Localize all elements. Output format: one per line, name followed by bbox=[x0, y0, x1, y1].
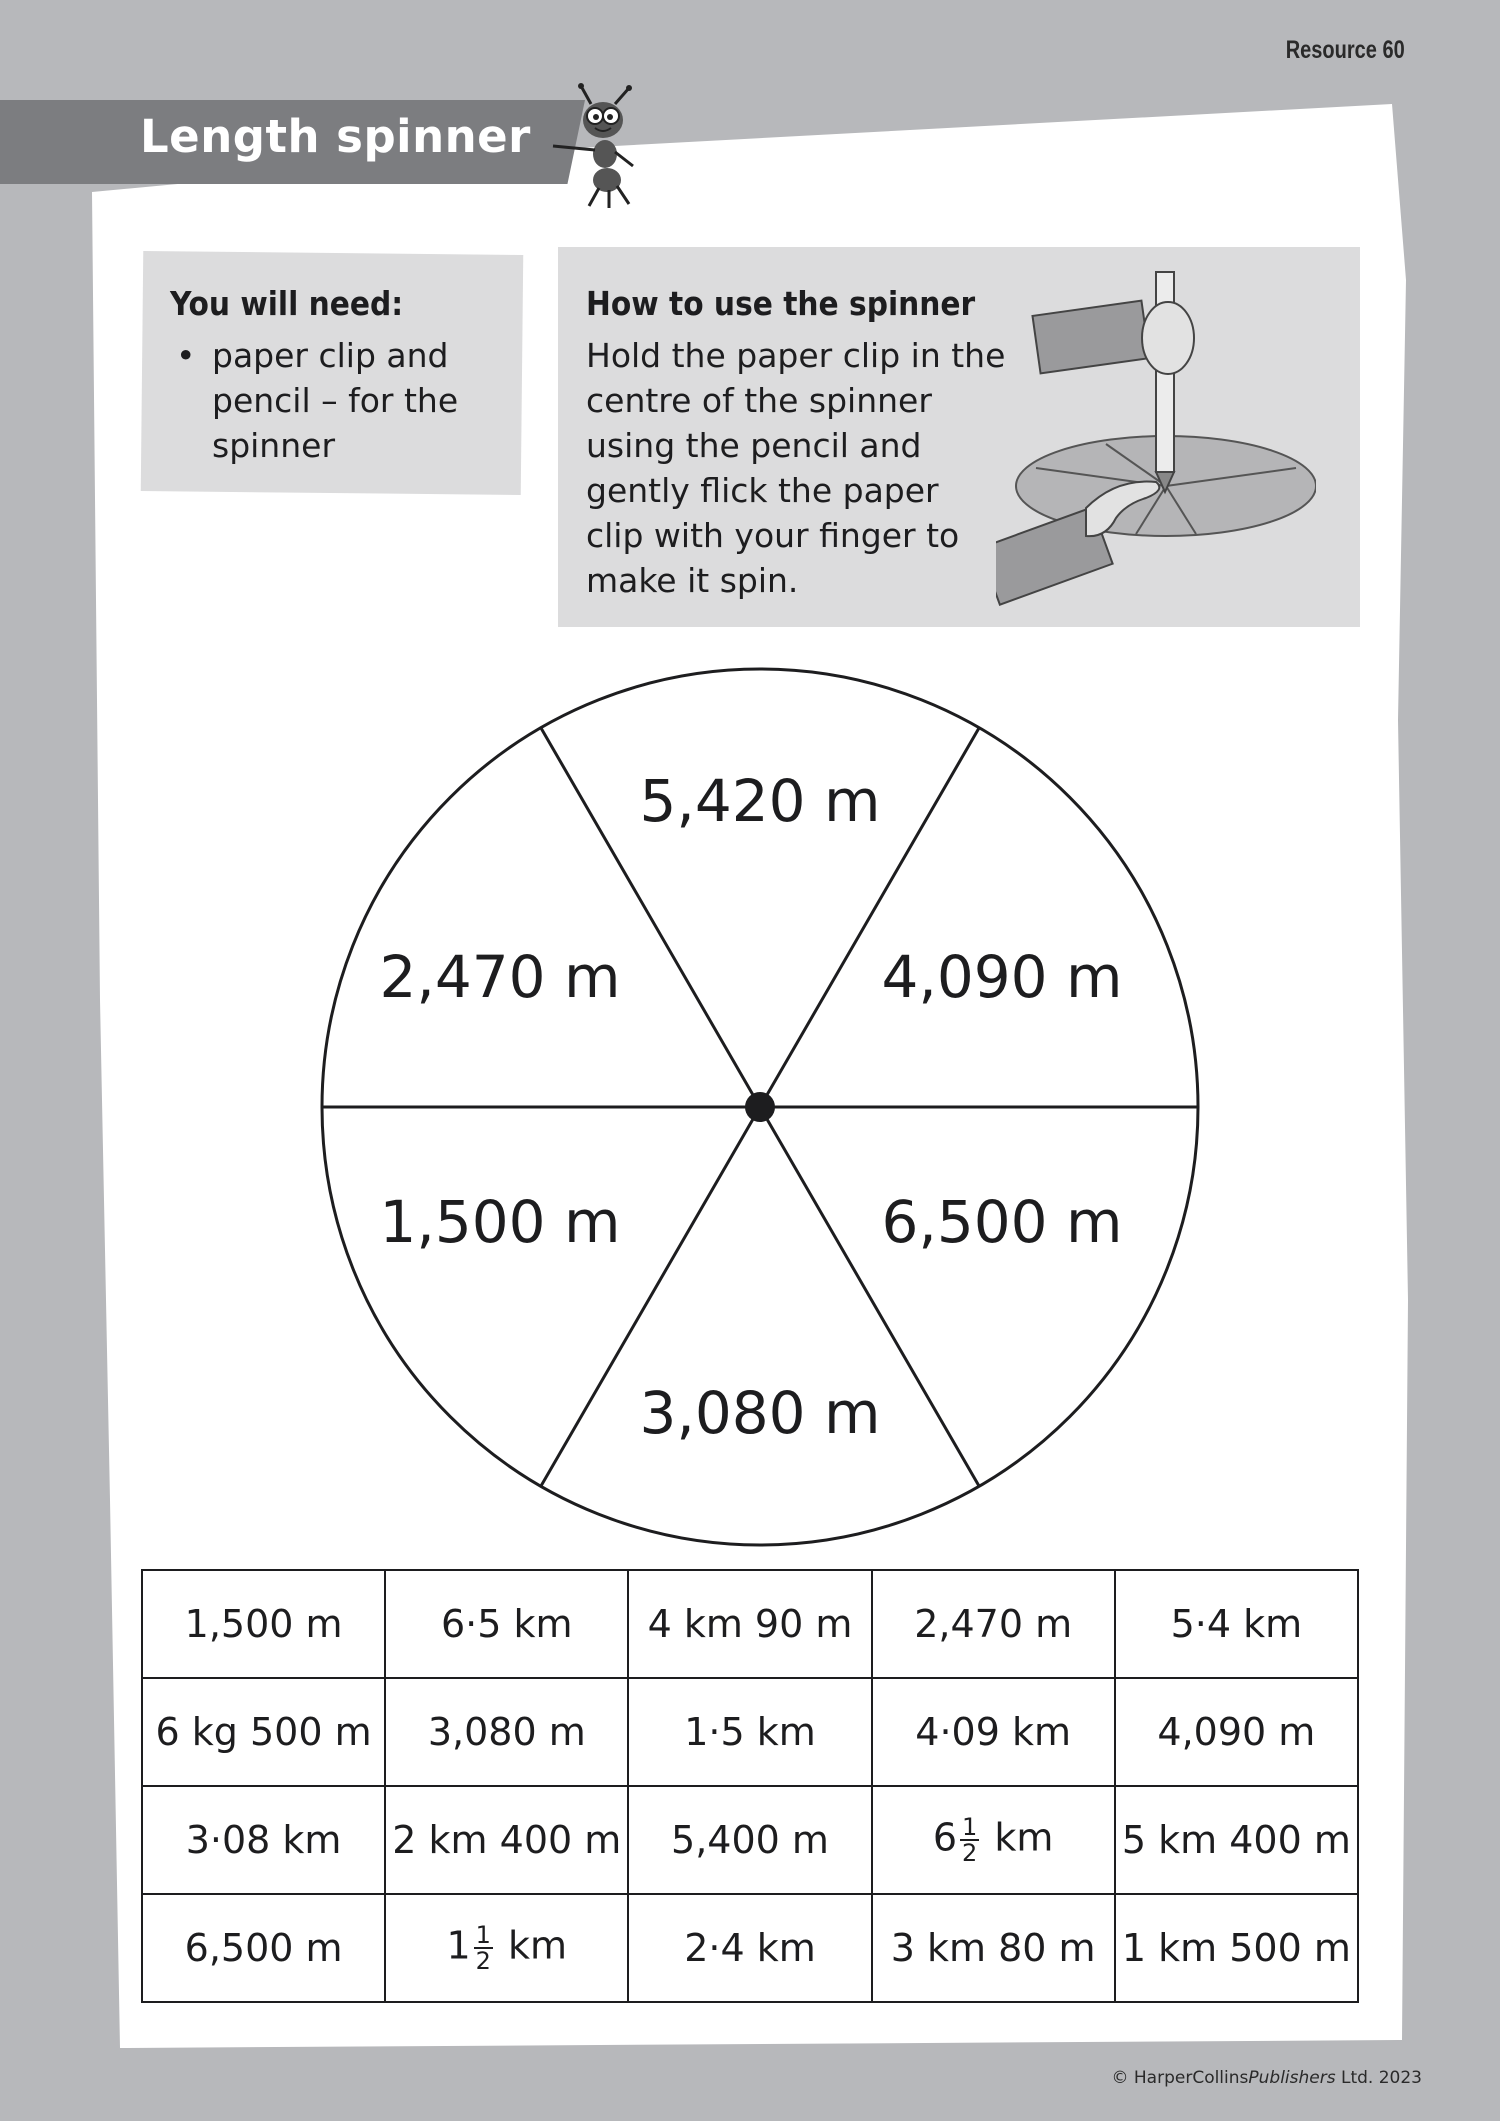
grid-cell: 6,500 m bbox=[142, 1894, 385, 2002]
you-will-need-heading: You will need: bbox=[170, 284, 404, 323]
grid-cell: 2 km 400 m bbox=[385, 1786, 628, 1894]
resource-number: Resource 60 bbox=[1286, 36, 1405, 64]
half-fraction: $\frac{1}{2}$ bbox=[962, 1813, 978, 1867]
table-row bbox=[142, 1678, 1358, 1786]
spinner-segment-label: 6,500 m bbox=[881, 1188, 1123, 1256]
grid-cell: 4 km 90 m bbox=[628, 1570, 871, 1678]
grid-cell: 4,090 m bbox=[1115, 1678, 1358, 1786]
grid-cell: 5·4 km bbox=[1115, 1570, 1358, 1678]
grid-cell: 3,080 m bbox=[385, 1678, 628, 1786]
spinner-segment-label: 2,470 m bbox=[379, 943, 621, 1011]
spinner-segment-label: 1,500 m bbox=[379, 1188, 621, 1256]
table-row bbox=[142, 1570, 1358, 1678]
page-title: Length spinner bbox=[140, 110, 531, 163]
how-to-heading: How to use the spinner bbox=[586, 284, 976, 323]
grid-cell: 1·5 km bbox=[628, 1678, 871, 1786]
copyright-notice: © HarperCollinsPublishers Ltd. 2023 bbox=[1111, 2068, 1422, 2088]
grid-cell: 2,470 m bbox=[872, 1570, 1115, 1678]
grid-cell: 5 km 400 m bbox=[1115, 1786, 1358, 1894]
you-will-need-list bbox=[170, 333, 492, 468]
grid-cell: 4·09 km bbox=[872, 1678, 1115, 1786]
spinner-segment-label: 3,080 m bbox=[639, 1379, 881, 1447]
how-to-text: Hold the paper clip in the centre of the spinner using the pencil and gently flick the paper clip with your finger to make it spin. bbox=[586, 336, 1006, 600]
spinner-centre-dot bbox=[745, 1092, 775, 1122]
spinner-segment-label: 5,420 m bbox=[639, 767, 881, 835]
half-fraction: $\frac{1}{2}$ bbox=[475, 1921, 491, 1975]
grid-cell: 6 $\frac{1}{2}$ km bbox=[872, 1786, 1115, 1894]
list-item: • paper clip and pencil – for the spinner bbox=[170, 333, 492, 468]
grid-cell: 1 $\frac{1}{2}$ km bbox=[385, 1894, 628, 2002]
grid-cell: 6 kg 500 m bbox=[142, 1678, 385, 1786]
grid-cell: 1,500 m bbox=[142, 1570, 385, 1678]
grid-cell: 3 km 80 m bbox=[872, 1894, 1115, 2002]
measurement-grid bbox=[141, 1569, 1359, 2003]
hand-pencil-spinner-illustration bbox=[996, 268, 1316, 608]
spinner-segment-label: 4,090 m bbox=[881, 943, 1123, 1011]
grid-cell: 1 km 500 m bbox=[1115, 1894, 1358, 2002]
grid-cell: 2·4 km bbox=[628, 1894, 871, 2002]
grid-cell: 5,400 m bbox=[628, 1786, 871, 1894]
grid-cell: 3·08 km bbox=[142, 1786, 385, 1894]
grid-cell: 6·5 km bbox=[385, 1570, 628, 1678]
ant-mascot-icon bbox=[545, 82, 675, 212]
table-row bbox=[142, 1894, 1358, 2002]
table-row bbox=[142, 1786, 1358, 1894]
